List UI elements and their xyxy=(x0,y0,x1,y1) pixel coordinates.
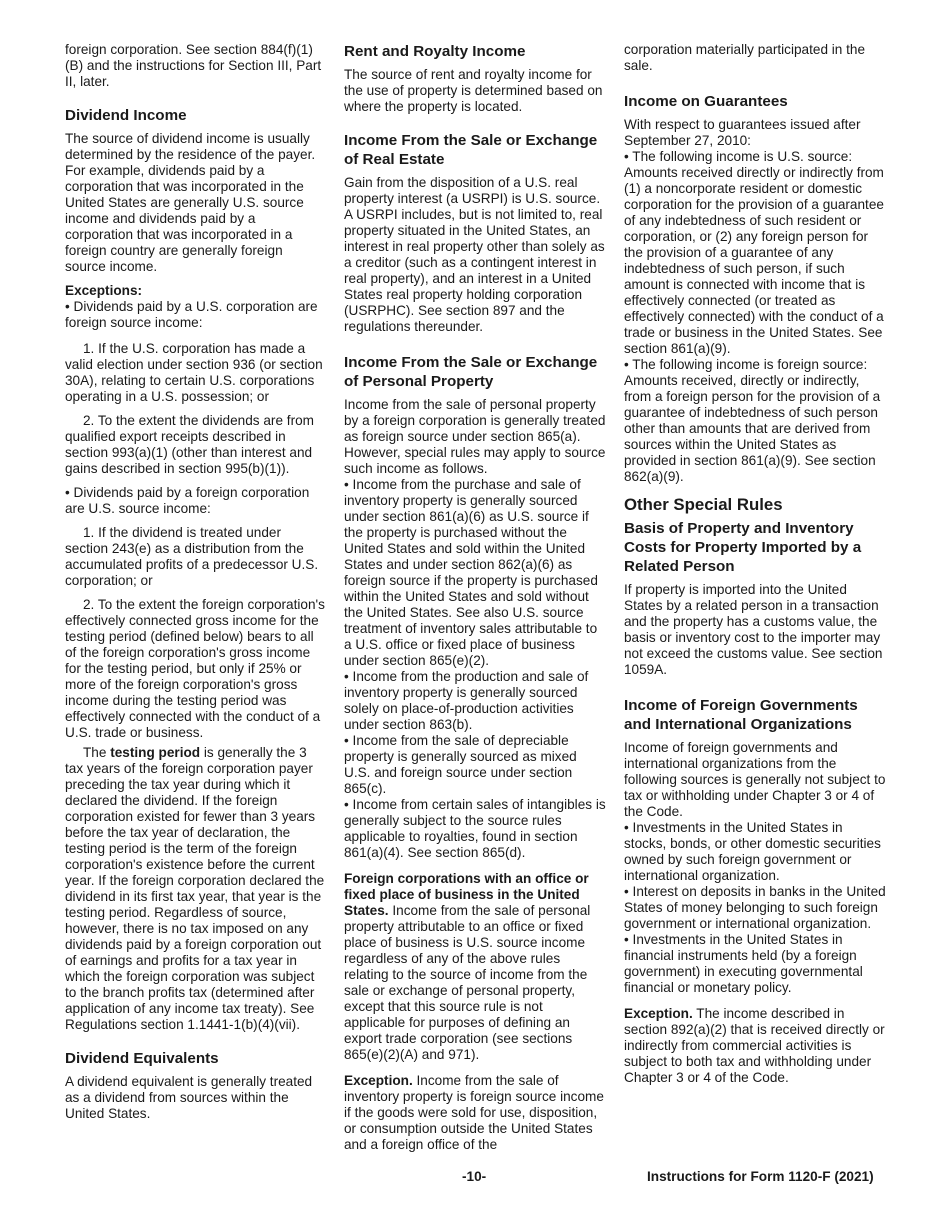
continuation-text: foreign corporation. See section 884(f)(1)(B) and the instructions for Section III, Part II, later. xyxy=(65,42,322,89)
testing-period-term: testing period xyxy=(110,745,201,760)
real-estate-heading: Income From the Sale or Exchange of Real Estate xyxy=(344,132,598,168)
dividend-income-heading: Dividend Income xyxy=(65,107,187,124)
basis-text: If property is imported into the United States by a related person in a transaction and the property has a customs value, the basis or inventory cost to the importer may not exceed the customs value. See section 1059A. xyxy=(624,582,883,677)
list-item: 2. To the extent the foreign corporation's effectively connected gross income for the testing period (defined below) bears to all of the foreign corporation's gross income for the testing period, but only if 25% or more of the foreign corporation's gross income during the testing period was effectively connected with the conduct of a U.S. trade or business. xyxy=(65,597,325,740)
column-left xyxy=(65,42,325,1122)
real-estate-text: Gain from the disposition of a U.S. real property interest (a USRPI) is U.S. source. A USRPI includes, but is not limited to, real property situated in the United States, an interest in real property other than solely as a creditor (such as a contingent interest in real property), and an interest in a United States real property holding corporation (USRPHC). See section 897 and the regulations thereunder. xyxy=(344,175,605,334)
bullet-item: • Investments in the United States in stocks, bonds, or other domestic securities owned by such foreign government or international organization. xyxy=(624,820,881,883)
other-special-rules-heading: Other Special Rules xyxy=(624,495,783,514)
exception-paragraph: Exception. Income from the sale of inventory property is foreign source income if the goods were sold for use, disposition, or consumption outside the United States and a foreign office of the xyxy=(344,1073,604,1152)
rent-royalty-text: The source of rent and royalty income for the use of property is determined based on where the property is located. xyxy=(344,67,603,114)
exception-lead: Exception. xyxy=(344,1073,413,1088)
basis-heading: Basis of Property and Inventory Costs for Property Imported by a Related Person xyxy=(624,520,862,575)
testing-period-paragraph: The testing period is generally the 3 tax years of the foreign corporation payer preceding the tax year during which it declared the dividend. If the foreign corporation existed for fewer than 3 years before the tax year of declaration, the testing period is the term of the foreign corporation's existence before the current year. If the foreign corporation declared the dividend in its first tax year, that year is the testing period. Regardless of source, however, there is no tax imposed on any dividends paid by a foreign corporation out of earnings and profits for a tax year in which the foreign corporation was subject to the branch profits tax (determined after application of any income tax treaty). See Regulations section 1.1441-1(b)(4)(vii). xyxy=(65,745,325,1032)
list-item: 1. If the U.S. corporation has made a valid election under section 936 (or section 30A), relating to certain U.S. corporations operating in a U.S. possession; or xyxy=(65,341,323,404)
list-item: 1. If the dividend is treated under section 243(e) as a distribution from the accumulated profits of a predecessor U.S. corporation; or xyxy=(65,525,319,588)
guarantees-intro: With respect to guarantees issued after September 27, 2010: xyxy=(624,117,861,148)
foreign-governments-text: Income of foreign governments and international organizations from the following sources is generally not subject to tax or withholding under Chapter 3 or 4 of the Code. xyxy=(624,740,886,819)
personal-property-heading: Income From the Sale or Exchange of Personal Property xyxy=(344,354,598,390)
bullet-item: • The following income is foreign source: Amounts received, directly or indirectly, from a foreign person for the provision of a guarantee of indebtedness of such person other than amounts that are derived from sources within the United States as provided in section 861(a)(9). See section 862(a)(9). xyxy=(624,357,881,484)
exception-paragraph: Exception. The income described in section 892(a)(2) that is received directly or indirectly from commercial activities is subject to both tax and withholding under Chapter 3 or 4 of the Code. xyxy=(624,1006,885,1085)
bullet-item: • Income from the sale of depreciable property is generally sourced as mixed U.S. and foreign source under section 865(c). xyxy=(344,733,577,796)
column-middle xyxy=(344,42,606,1153)
continuation-text: corporation materially participated in the sale. xyxy=(624,42,866,73)
list-item: 2. To the extent the dividends are from qualified export receipts described in section 993(a)(1) (other than interest and gains described in section 995(b)(1)). xyxy=(65,413,314,476)
bullet-item: • Dividends paid by a foreign corporation are U.S. source income: xyxy=(65,485,310,516)
form-title-footer: Instructions for Form 1120-F (2021) xyxy=(647,1169,874,1184)
foreign-governments-heading: Income of Foreign Governments and International Organizations xyxy=(624,697,858,733)
rent-royalty-heading: Rent and Royalty Income xyxy=(344,43,526,60)
bullet-item: • Interest on deposits in banks in the United States of money belonging to such foreign government or international organization. xyxy=(624,884,886,931)
dividend-equivalents-text: A dividend equivalent is generally treated as a dividend from sources within the United States. xyxy=(65,1074,313,1121)
bullet-item: • Income from certain sales of intangibles is generally subject to the source rules applicable to royalties, found in section 861(a)(4). See section 865(d). xyxy=(344,797,606,860)
office-lead: Foreign corporations with an office or fixed place of business in the United States. xyxy=(344,871,589,918)
guarantees-heading: Income on Guarantees xyxy=(624,93,788,110)
dividend-equivalents-heading: Dividend Equivalents xyxy=(65,1050,219,1067)
bullet-item: • Dividends paid by a U.S. corporation are foreign source income: xyxy=(65,299,318,330)
personal-property-text: Income from the sale of personal property by a foreign corporation is generally treated as foreign source under section 865(a). However, special rules may apply to source such income as follows. xyxy=(344,397,606,476)
bullet-item: • Income from the purchase and sale of inventory property is generally sourced under section 861(a)(6) as U.S. source if the property is purchased without the United States and sold within the United States and under section 862(a)(6) as foreign source if the property is purchased within the United States and sold without the United States. See also U.S. source treatment of inventory sales attributable to a U.S. office or fixed place of business under section 865(e)(2). xyxy=(344,477,598,668)
exception-lead: Exception. xyxy=(624,1006,693,1021)
bullet-item: • Income from the production and sale of inventory property is generally sourced solely on place-of-production activities under section 863(b). xyxy=(344,669,589,732)
dividend-income-text: The source of dividend income is usually determined by the residence of the payer. For example, dividends paid by a corporation that was incorporated in the United States are generally U.S. source income and dividends paid by a corporation that was incorporated in a foreign country are generally foreign source income. xyxy=(65,131,316,274)
office-paragraph: Foreign corporations with an office or fixed place of business in the United States. Income from the sale of personal property attributable to an office or fixed place of business is U.S. source income regardless of any of the above rules relating to the source of income from the sale or exchange of personal property, except that this source rule is not applicable for purposes of defining an export trade corporation (see sections 865(e)(2)(A) and 971). xyxy=(344,871,591,1062)
bullet-item: • The following income is U.S. source: Amounts received directly or indirectly from (1) a noncorporate resident or domestic corporation for the provision of a guarantee of any indebtedness of such resident or corporation, or (2) any foreign person for the provision of a guarantee of any indebtedness of such person, if such amount is connected with income that is effectively connected (or treated as effectively connected) with the conduct of a trade or business in the United States. See section 861(a)(9). xyxy=(624,149,884,356)
exceptions-heading: Exceptions: xyxy=(65,283,143,298)
column-right xyxy=(624,42,886,1086)
page-number: -10- xyxy=(462,1169,487,1184)
bullet-item: • Investments in the United States in financial instruments held (by a foreign government) in executing governmental financial or monetary policy. xyxy=(624,932,863,995)
